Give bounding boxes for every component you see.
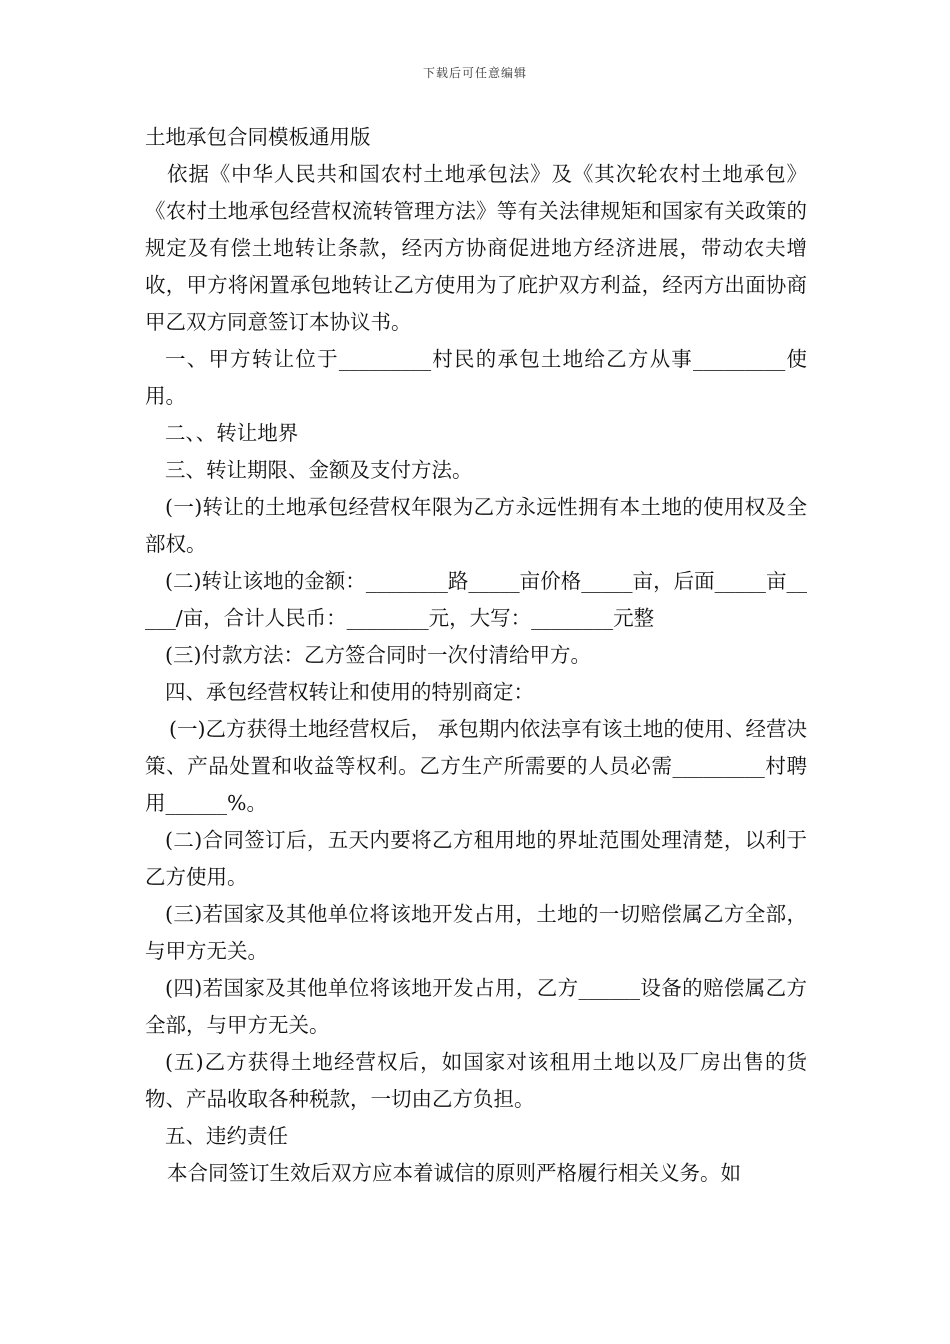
paragraph-clause-3-3: (三)付款方法：乙方签合同时一次付清给甲方。 bbox=[165, 643, 591, 667]
paragraph-clause-4-4: (四)若国家及其他单位将该地开发占用，乙方______设备的赔偿属乙方全部，与甲方无关。 bbox=[145, 976, 807, 1037]
paragraph-clause-5-body: 本合同签订生效后双方应本着诚信的原则严格履行相关义务。如 bbox=[167, 1161, 741, 1185]
paragraph-clause-3-2: (二)转让该地的金额：________路_____亩价格_____亩，后面_____亩_____/亩，合计人民币：________元，大写：________元整 bbox=[145, 569, 807, 630]
paragraph-clause-3: 三、转让期限、金额及支付方法。 bbox=[165, 458, 473, 482]
paragraph-clause-4-3: (三)若国家及其他单位将该地开发占用，土地的一切赔偿属乙方全部，与甲方无关。 bbox=[145, 902, 807, 963]
document-title: 土地承包合同模板通用版 bbox=[145, 125, 371, 149]
paragraph-clause-4-5: (五)乙方获得土地经营权后，如国家对该租用土地以及厂房出售的货物、产品收取各种税款，一切由乙方负担。 bbox=[145, 1050, 807, 1111]
paragraph-clause-1: 一、甲方转让位于_________村民的承包土地给乙方从事_________使用。 bbox=[145, 347, 807, 408]
paragraph-clause-2: 二、、转让地界 bbox=[165, 421, 299, 445]
paragraph-clause-4-1: (一)乙方获得土地经营权后， 承包期内依法享有该土地的使用、经营决策、产品处置和收益等权利。乙方生产所需要的人员必需_________村聘用______%。 bbox=[145, 717, 807, 815]
paragraph-preamble: 依据《中华人民共和国农村土地承包法》及《其次轮农村土地承包》《农村土地承包经营权流转管理方法》等有关法律规矩和国家有关政策的规定及有偿土地转让条款，经丙方协商促进地方经济进展，带动农夫增收，甲方将闲置承包地转让乙方使用为了庇护双方利益，经丙方出面协商甲乙双方同意签订本协议书。 bbox=[145, 162, 807, 334]
page-header-note: 下载后可任意编辑 bbox=[422, 66, 527, 80]
paragraph-clause-3-1: (一)转让的土地承包经营权年限为乙方永远性拥有本土地的使用权及全部权。 bbox=[145, 495, 807, 556]
paragraph-clause-4: 四、承包经营权转让和使用的特别商定： bbox=[165, 680, 534, 704]
paragraph-clause-5: 五、违约责任 bbox=[165, 1124, 288, 1148]
document-body bbox=[145, 119, 807, 1192]
paragraph-clause-4-2: (二)合同签订后，五天内要将乙方租用地的界址范围处理清楚，以利于乙方使用。 bbox=[145, 828, 807, 889]
